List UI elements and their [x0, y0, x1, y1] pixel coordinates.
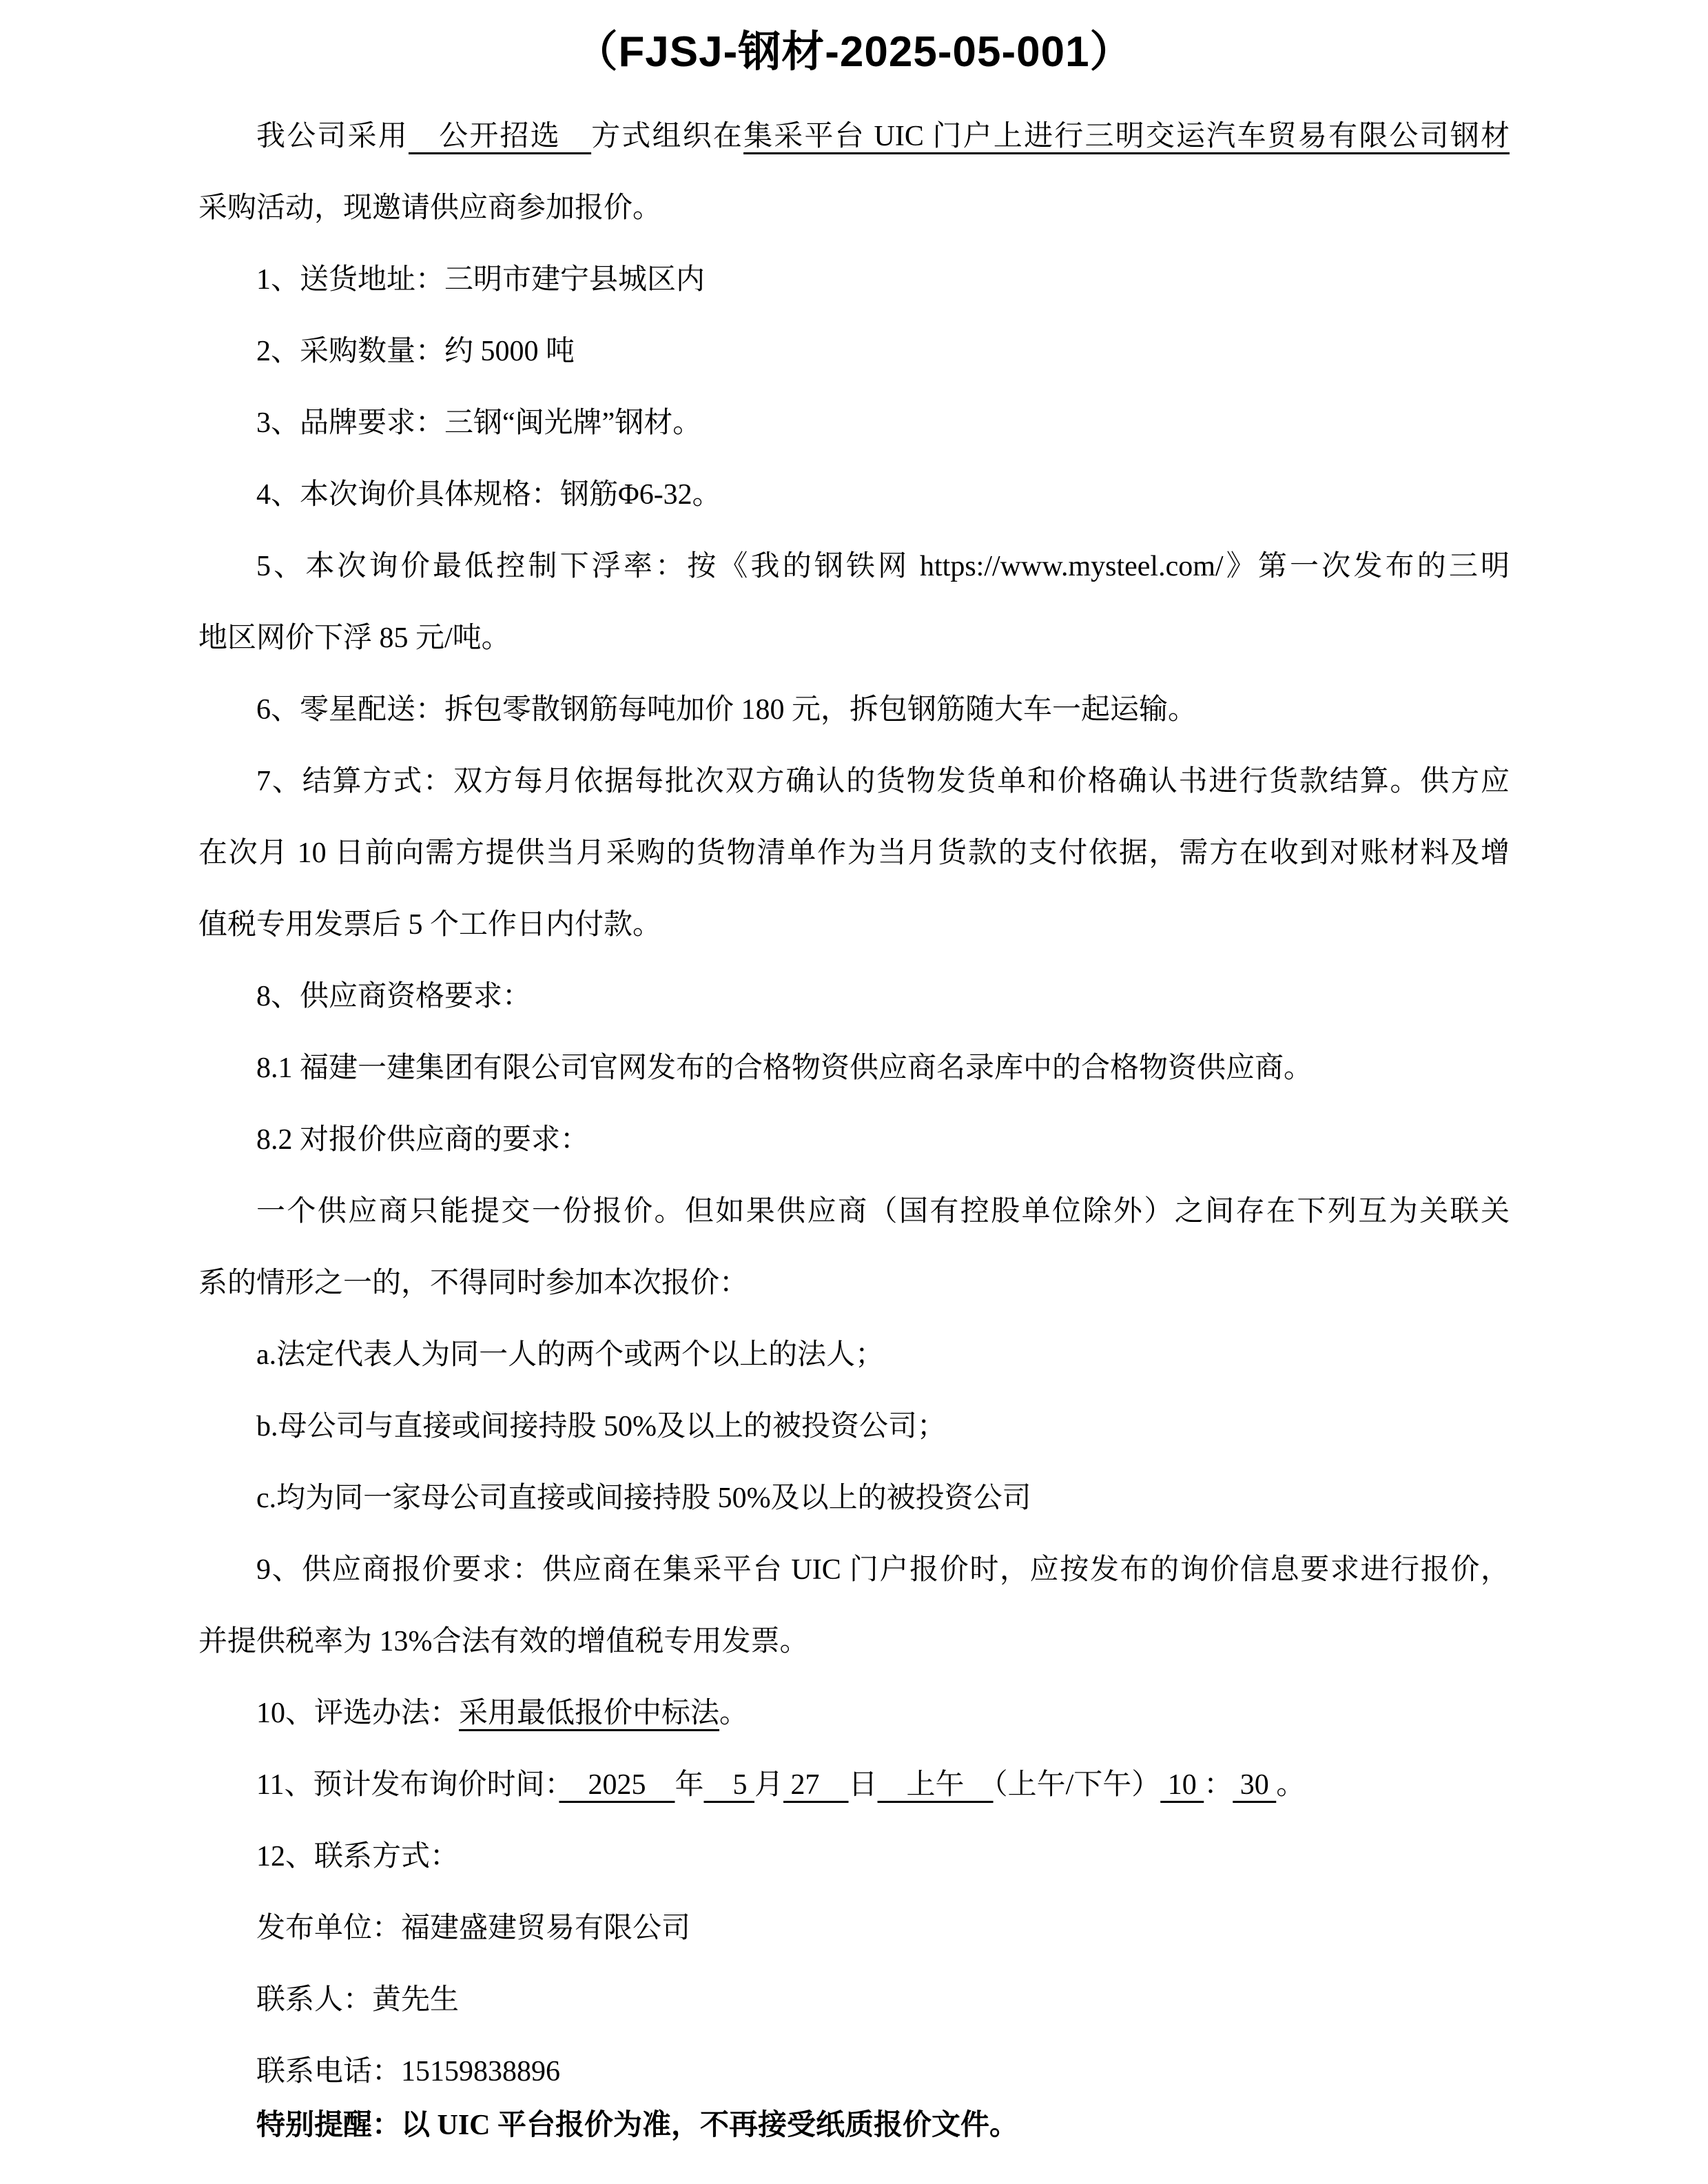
item-c-same-parent	[198, 1462, 1510, 1534]
text-run: 地区网价下浮 85 元/吨。	[198, 622, 511, 654]
underlined-text-run: 10	[1160, 1769, 1204, 1801]
item-9-quote-req-line-2	[198, 1606, 1510, 1677]
text-run: 6、零星配送：拆包零散钢筋每吨加价 180 元，拆包钢筋随大车一起运输。	[256, 694, 1197, 726]
text-run: （上午/下午）	[993, 1769, 1161, 1801]
underlined-text-run: 公开招选	[408, 121, 592, 152]
text-run: 7、结算方式：双方每月依据每批次双方确认的货物发货单和价格确认书进行货款结算。供方应	[256, 766, 1510, 797]
contact-person	[198, 1964, 1510, 2036]
item-8-2-note-line-2	[198, 1247, 1510, 1319]
text-run: 8.1 福建一建集团有限公司官网发布的合格物资供应商名录库中的合格物资供应商。	[256, 1052, 1313, 1084]
text-run: 采购活动，现邀请供应商参加报价。	[198, 192, 662, 224]
item-7-settlement-line-2	[198, 817, 1510, 889]
item-5-price-floor-line-1	[198, 531, 1510, 602]
text-run: 日	[848, 1769, 878, 1801]
item-8-2	[198, 1104, 1510, 1176]
text-run: 联系人：黄先生	[256, 1984, 460, 2016]
item-8-1	[198, 1032, 1510, 1104]
text-run: 2、采购数量：约 5000 吨	[256, 336, 575, 367]
item-8-qualification	[198, 961, 1510, 1032]
text-run: 3、品牌要求：三钢“闽光牌”钢材。	[256, 407, 702, 439]
text-run: 4、本次询价具体规格：钢筋Φ6-32。	[256, 479, 721, 511]
item-5-price-floor-line-2	[198, 602, 1510, 674]
underlined-text-run: 采用最低报价中标法	[459, 1697, 720, 1729]
underlined-text-run: 上午	[877, 1769, 994, 1801]
text-run: 8、供应商资格要求：	[256, 981, 532, 1012]
text-run: 系的情形之一的，不得同时参加本次报价：	[198, 1267, 749, 1299]
underlined-text-run: 集采平台 UIC 门户上进行三明交运汽车贸易有限公司钢材	[743, 121, 1510, 152]
text-run: 10、评选办法：	[256, 1697, 460, 1729]
text-run: 在次月 10 日前向需方提供当月采购的货物清单作为当月货款的支付依据，需方在收到对账材料及增	[198, 837, 1510, 869]
item-11-inquiry-time	[198, 1749, 1510, 1821]
text-run: 11、预计发布询价时间：	[256, 1769, 559, 1801]
item-2-quantity	[198, 316, 1510, 387]
text-run: 并提供税率为 13%合法有效的增值税专用发票。	[198, 1626, 809, 1657]
text-run: 8.2 对报价供应商的要求：	[256, 1124, 590, 1156]
item-b-parent-holding	[198, 1391, 1510, 1462]
text-run: a.法定代表人为同一人的两个或两个以上的法人；	[256, 1339, 885, 1371]
text-run: 。	[1276, 1769, 1306, 1801]
text-run: 我公司采用	[256, 121, 409, 152]
text-run: 9、供应商报价要求：供应商在集采平台 UIC 门户报价时，应按发布的询价信息要求进行报价，	[256, 1554, 1510, 1586]
item-8-2-note-line-1	[198, 1176, 1510, 1247]
item-1-delivery-address	[198, 244, 1510, 316]
text-run: 一个供应商只能提交一份报价。但如果供应商（国有控股单位除外）之间存在下列互为关联关	[256, 1196, 1510, 1227]
item-7-settlement-line-3	[198, 889, 1510, 961]
text-run: 方式组织在	[591, 121, 744, 152]
text-run: b.母公司与直接或间接持股 50%及以上的被投资公司；	[256, 1411, 946, 1442]
text-run: c.均为同一家母公司直接或间接持股 50%及以上的被投资公司	[256, 1482, 1031, 1514]
item-6-retail-delivery	[198, 674, 1510, 746]
text-run: 值税专用发票后 5 个工作日内付款。	[198, 909, 662, 941]
text-run: 发布单位：福建盛建贸易有限公司	[256, 1912, 691, 1944]
text-run: ：	[1204, 1769, 1233, 1801]
underlined-text-run: 5	[703, 1769, 754, 1801]
special-note	[198, 2102, 1510, 2149]
item-10-selection-method	[198, 1677, 1510, 1749]
item-3-brand	[198, 387, 1510, 459]
underlined-text-run: 2025	[559, 1769, 675, 1801]
intro-line-1	[198, 101, 1510, 172]
contact-phone	[198, 2036, 1510, 2108]
page-title: （FJSJ-钢材-2025-05-001）	[575, 28, 1133, 76]
text-run: 年	[675, 1769, 704, 1801]
intro-line-2	[198, 172, 1510, 244]
text-run: 月	[754, 1769, 784, 1801]
text-run: 联系电话：15159838896	[256, 2056, 561, 2088]
underlined-text-run: 27	[783, 1769, 849, 1801]
publisher-unit	[198, 1892, 1510, 1964]
text-run: 。	[719, 1697, 749, 1729]
item-7-settlement-line-1	[198, 746, 1510, 817]
item-9-quote-req-line-1	[198, 1534, 1510, 1606]
item-4-spec	[198, 459, 1510, 531]
item-a-same-legal-rep	[198, 1319, 1510, 1391]
item-12-contact	[198, 1821, 1510, 1892]
text-run: 1、送货地址：三明市建宁县城区内	[256, 264, 706, 296]
text-run: 特别提醒：以 UIC 平台报价为准，不再接受纸质报价文件。	[256, 2110, 1019, 2141]
document-body	[198, 101, 1510, 2149]
text-run: 12、联系方式：	[256, 1841, 460, 1872]
text-run: 5、本次询价最低控制下浮率：按《我的钢铁网 https://www.mysteel.com/》第一次发布的三明	[256, 551, 1510, 582]
underlined-text-run: 30	[1233, 1769, 1277, 1801]
